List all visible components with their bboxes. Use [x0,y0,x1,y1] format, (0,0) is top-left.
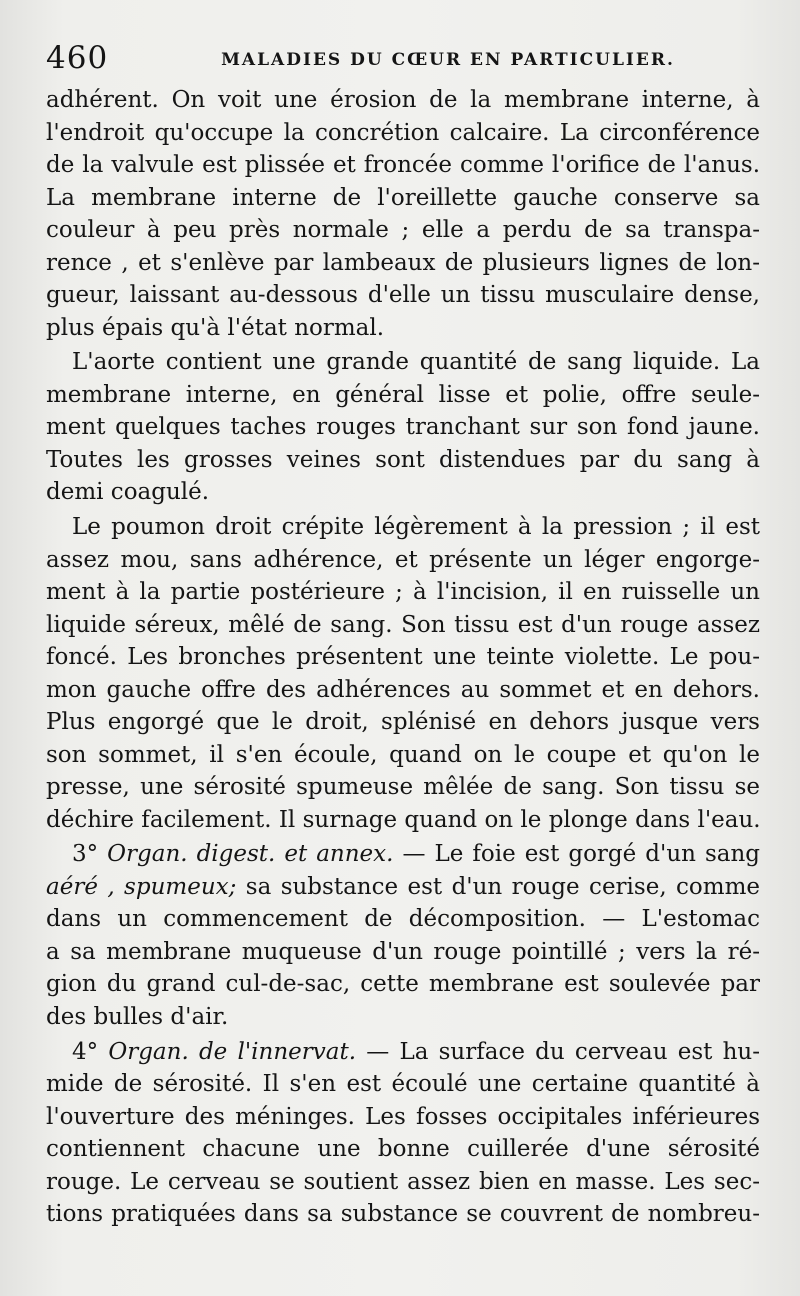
text-line [46,771,760,804]
text-segment: — La surface du cerveau est hu- [356,1038,760,1065]
italic-text: Organ. de l'innervat. [108,1038,357,1065]
text-segment: Le poumon droit crépite légèrement à la pression ; il est [72,514,760,541]
text-line [46,149,760,182]
text-line [46,706,760,739]
text-line [46,838,760,871]
italic-text: aéré , spumeux; [46,873,237,900]
text-line [46,1001,760,1034]
text-segment: de la valvule est plissée et froncée comme l'orifice de l'anus. [46,152,760,178]
text-segment: rouge. Le cerveau se soutient assez bien en masse. Les sec- [46,1168,760,1195]
text-line [46,1101,760,1134]
text-segment: tions pratiquées dans sa substance se couvrent de nombreu- [46,1201,760,1228]
text-line [46,609,760,642]
text-segment: Plus engorgé que le droit, splénisé en dehors jusque vers [46,709,760,736]
text-segment: foncé. Les bronches présentent une teinte violette. Le pou- [46,644,760,671]
text-segment: Toutes les grosses veines sont distendues par du sang à [46,446,760,473]
text-segment: ment quelques taches rouges tranchant sur son fond jaune. [46,414,760,441]
text-line [46,346,760,379]
text-line [46,739,760,772]
text-segment: sa substance est d'un rouge cerise, comme [236,873,760,900]
text-segment: demi coagulé. [46,479,210,506]
text-segment: ment à la partie postérieure ; à l'incision, il en ruisselle un [46,579,760,606]
text-line [46,1068,760,1101]
text-line [46,968,760,1001]
text-line [46,1198,760,1231]
text-segment: contiennent chacune une bonne cuillerée d'une sérosité [46,1136,760,1163]
text-line [46,84,760,117]
text-line [46,312,760,345]
italic-text: Organ. digest. et annex. [107,841,394,868]
text-line [46,576,760,609]
text-line [46,214,760,247]
body-text [46,84,760,1231]
text-line [46,1166,760,1199]
text-segment: des bulles d'air. [46,1003,229,1030]
text-segment: dans un commencement de décomposition. — L'estomac [46,906,760,933]
text-line [46,511,760,544]
text-segment: l'ouverture des méninges. Les fosses occipitales inférieures [46,1103,760,1130]
text-line [46,247,760,280]
text-segment: presse, une sérosité spumeuse mêlée de sang. Son tissu se [46,774,760,801]
text-line [46,641,760,674]
text-line [46,379,760,412]
text-segment: 3° [72,841,108,868]
text-line [46,903,760,936]
text-line [46,544,760,577]
text-segment: L'aorte contient une grande quantité de sang liquide. La [72,349,760,376]
text-line [46,1036,760,1069]
text-segment: déchire facilement. Il surnage quand on le plonge dans l'eau. [46,806,761,833]
text-line [46,936,760,969]
text-segment: mide de sérosité. Il s'en est écoulé une certaine quantité à [46,1071,760,1098]
text-line [46,674,760,707]
text-line [46,182,760,215]
text-segment: 4° [72,1038,109,1065]
text-segment: La membrane interne de l'oreillette gauche conserve sa [46,184,760,211]
text-segment: mon gauche offre des adhérences au sommet et en dehors. [46,676,760,703]
text-segment: gueur, laissant au-dessous d'elle un tissu musculaire dense, [46,282,760,308]
text-line [46,411,760,444]
text-line [46,1133,760,1166]
running-head: MALADIES DU CŒUR EN PARTICULIER. [221,50,675,70]
text-line [46,444,760,477]
text-line [46,279,760,312]
text-segment: l'endroit qu'occupe la concrétion calcaire. La circonférence [46,119,760,146]
text-line [46,871,760,904]
text-segment: plus épais qu'à l'état normal. [46,314,385,341]
text-segment: rence , et s'enlève par lambeaux de plusieurs lignes de lon- [46,249,760,276]
text-segment: couleur à peu près normale ; elle a perdu de sa transpa- [46,217,760,243]
text-segment: — Le foie est gorgé d'un sang [393,841,761,868]
page-number: 460 [46,40,109,76]
text-line [46,476,760,509]
text-line [46,117,760,150]
text-segment: gion du grand cul-de-sac, cette membrane est soulevée par [46,971,760,998]
text-segment: son sommet, il s'en écoule, quand on le coupe et qu'on le [46,741,760,768]
text-line [46,804,760,837]
text-segment: liquide séreux, mêlé de sang. Son tissu est d'un rouge assez [46,611,760,638]
text-segment: assez mou, sans adhérence, et présente un léger engorge- [46,546,760,573]
text-segment: a sa membrane muqueuse d'un rouge pointillé ; vers la ré- [46,938,760,965]
text-segment: membrane interne, en général lisse et polie, offre seule- [46,381,760,408]
text-segment: adhérent. On voit une érosion de la membrane interne, à [46,87,760,113]
page-header [46,38,760,84]
